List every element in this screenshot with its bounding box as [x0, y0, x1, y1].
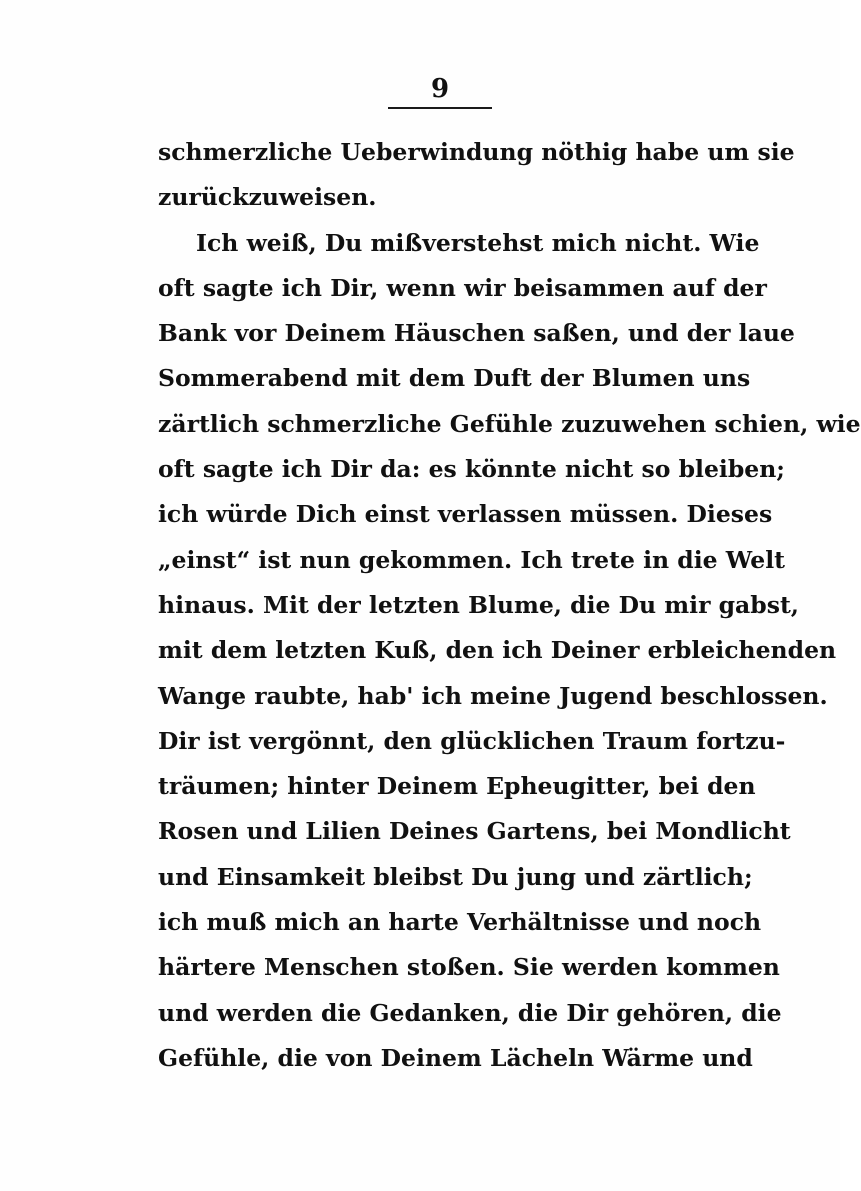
text-line: härtere Menschen stoßen. Sie werden kommen [158, 953, 780, 982]
text-line: träumen; hinter Deinem Epheugitter, bei den [158, 772, 756, 801]
text-line: oft sagte ich Dir, wenn wir beisammen auf der [158, 273, 767, 302]
text-line: ich muß mich an harte Verhältnisse und noch [158, 908, 762, 937]
text-line: oft sagte ich Dir da: es könnte nicht so bleiben; [158, 455, 785, 484]
text-line: schmerzliche Ueberwindung nöthig habe um sie [158, 138, 795, 166]
text-line: „einst“ ist nun gekommen. Ich trete in die Welt [158, 545, 786, 574]
text-line: ich würde Dich einst verlassen müssen. Dieses [158, 500, 773, 529]
text-line: zärtlich schmerzliche Gefühle zuzuwehen schien, wie [158, 409, 861, 438]
text-line: Ich weiß, Du mißverstehst mich nicht. Wie [196, 228, 760, 257]
text-line: Gefühle, die von Deinem Lächeln Wärme und [158, 1043, 753, 1072]
text-line: Wange raubte, hab' ich meine Jugend beschlossen. [158, 681, 828, 710]
text-line: Bank vor Deinem Häuschen saßen, und der laue [158, 319, 795, 348]
header-rule [388, 107, 492, 109]
text-line: Dir ist vergönnt, den glücklichen Traum fortzu- [158, 726, 786, 755]
text-line: Rosen und Lilien Deines Gartens, bei Mondlicht [158, 817, 791, 846]
text-line: und Einsamkeit bleibst Du jung und zärtlich; [158, 862, 753, 891]
text-line: und werden die Gedanken, die Dir gehören, die [158, 998, 782, 1027]
text-line: zurückzuweisen. [158, 183, 377, 212]
page-number: 9 [430, 74, 450, 104]
body-text [158, 130, 861, 1081]
text-line: hinaus. Mit der letzten Blume, die Du mir gabst, [158, 590, 799, 619]
text-line: Sommerabend mit dem Duft der Blumen uns [158, 364, 751, 393]
text-line: mit dem letzten Kuß, den ich Deiner erbleichenden [158, 636, 837, 665]
